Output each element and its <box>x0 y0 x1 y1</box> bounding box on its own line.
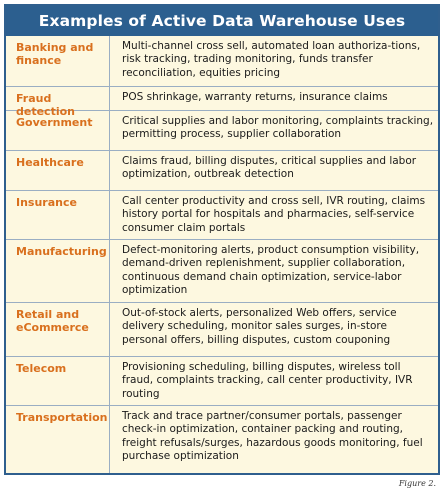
row-category: Banking and finance <box>6 36 110 86</box>
row-description: Out-of-stock alerts, personalized Web offers, service delivery scheduling, monitor sales surges, in-store personal offers, billing disputes, custom couponing <box>122 307 397 346</box>
row-description: Multi-channel cross sell, automated loan authoriza-tions, risk tracking, trading monitoring, funds transfer reconciliation, equities pricing <box>122 40 421 79</box>
table-row <box>6 110 438 150</box>
table-row <box>6 239 438 302</box>
table-row <box>6 86 438 118</box>
row-description: Provisioning scheduling, billing disputes, wireless toll fraud, complaints tracking, call center productivity, IVR routing <box>122 361 413 400</box>
row-description: Critical supplies and labor monitoring, complaints tracking, permitting process, supplier collaboration <box>122 115 434 141</box>
row-description: Track and trace partner/consumer portals, passenger check-in optimization, container packing and routing, freight refusals/surges, hazardous goods monitoring, fuel purchase optimization <box>122 410 423 463</box>
table-row <box>6 36 438 86</box>
row-category: Telecom <box>6 357 110 405</box>
row-category: Transportation <box>6 406 110 473</box>
row-category: Government <box>6 111 110 150</box>
figure-caption: Figure 2. <box>398 479 436 488</box>
row-category: Insurance <box>6 191 110 239</box>
row-category: Fraud detection <box>6 87 110 110</box>
table-row <box>6 302 438 356</box>
row-category: Manufacturing <box>6 240 110 302</box>
table-row <box>6 190 438 239</box>
table-frame <box>4 4 440 475</box>
table-row <box>6 405 438 473</box>
table-row <box>6 356 438 405</box>
table-body <box>6 36 438 473</box>
row-description: Claims fraud, billing disputes, critical supplies and labor optimization, outbreak detection <box>122 155 417 181</box>
row-category: Retail and eCommerce <box>6 303 110 356</box>
row-description: POS shrinkage, warranty returns, insurance claims <box>122 91 388 103</box>
row-description: Defect-monitoring alerts, product consumption visibility, demand-driven replenishment, supplier collaboration, continuous demand chain optimization, service-labor optimization <box>122 244 420 297</box>
table-row <box>6 150 438 190</box>
table-title: Examples of Active Data Warehouse Uses <box>6 6 438 36</box>
row-category: Healthcare <box>6 151 110 190</box>
row-description: Call center productivity and cross sell, IVR routing, claims history portal for hospitals and pharmacies, self-service consumer claim portals <box>122 195 426 234</box>
